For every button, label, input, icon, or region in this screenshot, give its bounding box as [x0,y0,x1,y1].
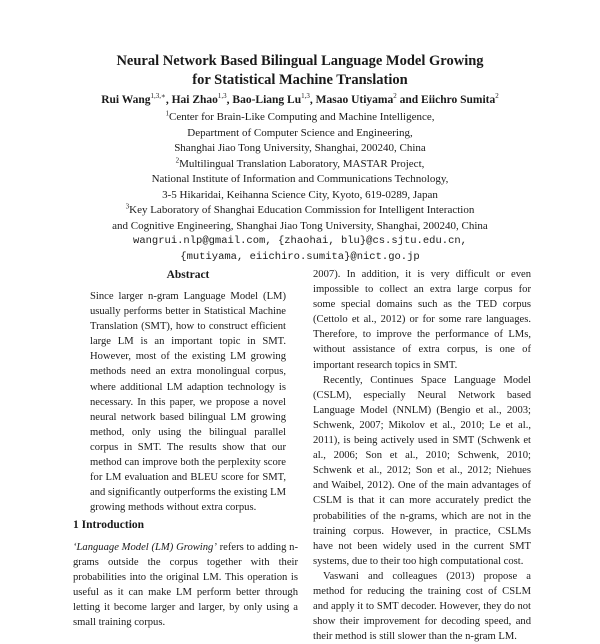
affiliation-line: Shanghai Jiao Tong University, Shanghai, 200240, China [174,142,426,154]
title-line-2: for Statistical Machine Translation [192,72,408,88]
affiliation-line [0,203,600,219]
abstract-heading: Abstract [166,269,210,281]
paragraph: Recently, Continues Space Language Model (CSLM), especially Neural Network based Language Model (NNLM) (Bengio et al., 2003; Schwenk, 2007; Mikolov et al., 2010; Le et al., 2011), is being actively used in SMT (Schwenk et al., 2006; Son et al., 2010; Schwenk, 2010; Schwenk et al., 2012; Son et al., 2012; Niehues and Waibel, 2012). One of the main advantages of CSLM is that it can more accurately predict the probabilities of the n-grams, which are not in the training corpus. However, in practice, CSLMs have not been widely used in the current SMT systems, due to their too high computational cost. [313,374,531,567]
author-name: Rui Wang [101,94,151,106]
email-line: wangrui.nlp@gmail.com, {zhaohai, blu}@cs.sjtu.edu.cn, [133,235,467,247]
author-list [0,94,600,106]
intro-text: refers to adding n-grams outside the corpus together with their probabilities into the original LM. This operation is useful as it can make LM perform better through letting it become larger and larger, by only using a small training corpus. [73,542,298,629]
affiliation-mark: 3 [125,202,130,211]
author-affil-mark: 1,3 [301,92,310,101]
author-name: Bao-Liang Lu [232,94,302,106]
paragraph: Vaswani and colleagues (2013) propose a method for reducing the training cost of CSLM and apply it to SMT decoder. However, they do not show their improvement for decoding speed, and their method is still slower than the n-gram LM. [313,570,531,643]
abstract-body: Since larger n-gram Language Model (LM) usually performs better in Statistical Machine Translation (SMT), how to construct efficient large LM is an important topic in SMT. However, most of the existing LM growing methods need an extra monolingual corpus, where additional LM adaption technology is necessary. In this paper, we propose a novel neural network based bilingual LM growing method, only using the bilingual parallel corpus in SMT. The results show that our method can improve both the perplexity score for LM evaluation and BLEU score for SMT, and significantly outperforms the existing LM growing methods without extra corpus. [90,291,286,514]
author-name: Hai Zhao [171,94,218,106]
introduction-body [73,540,298,631]
paragraph: 2007). In addition, it is very difficult or even impossible to collect an extra large corpus for some special domains such as the TED corpus (Cettolo et al., 2012) or for some rare languages. Therefore, to improve the performance of LMs, without assistance of extra corpus, is one of important research topics in SMT. [313,269,531,371]
affiliation-line [0,110,600,126]
affiliation-mark: 1 [165,109,170,118]
affiliation-line: 3-5 Hikaridai, Keihanna Science City, Kyoto, 619-0289, Japan [162,188,438,201]
affiliation-text: Center for Brain-Like Computing and Machine Intelligence, [169,111,435,123]
affiliation-line: National Institute of Information and Communications Technology, [151,173,449,185]
paper-title [0,52,600,90]
author-separator: , [226,94,233,106]
author-separator: , [309,94,316,106]
email-line: {mutiyama, eiichiro.sumita}@nict.go.jp [180,250,420,263]
affiliation-mark: 2 [175,155,180,164]
author-name: Masao Utiyama [315,94,394,106]
author-affil-mark: 2 [495,92,499,101]
author-affil-mark: 1,3,∗ [150,92,166,101]
author-separator: , [165,94,172,106]
affiliation-line: Department of Computer Science and Engineering, [187,126,413,139]
affiliation-text: Key Laboratory of Shanghai Education Commission for Intelligent Interaction [129,204,475,216]
title-line-1: Neural Network Based Bilingual Language Model Growing [116,53,484,69]
affiliation-line: and Cognitive Engineering, Shanghai Jiao Tong University, Shanghai, 200240, China [112,219,488,232]
section-heading-introduction: 1 Introduction [73,519,145,531]
intro-quoted-term: ‘Language Model (LM) Growing’ [73,542,217,553]
author-separator: and [396,94,422,106]
author-name: Eiichro Sumita [421,94,496,106]
affiliation-text: Multilingual Translation Laboratory, MASTAR Project, [179,157,425,170]
author-affil-mark: 1,3 [217,92,227,101]
right-column [313,267,531,644]
author-affil-mark: 2 [393,92,397,101]
affiliation-line [0,157,600,173]
